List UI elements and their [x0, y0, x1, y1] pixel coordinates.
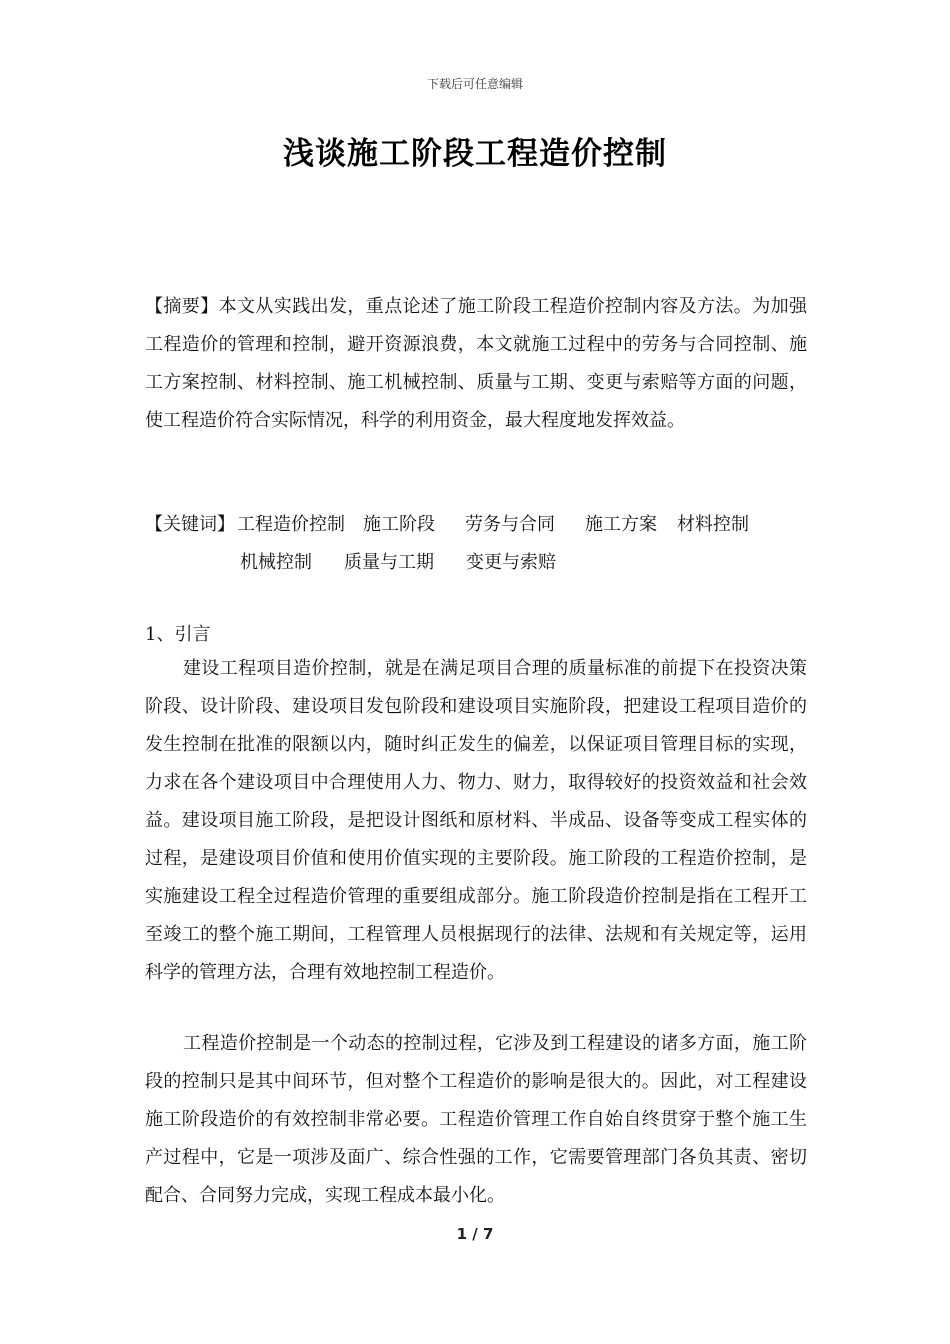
keyword-item: 机械控制: [240, 552, 312, 573]
body-paragraph: 工程造价控制是一个动态的控制过程，它涉及到工程建设的诸多方面，施工阶段的控制只是其中间环节，但对整个工程造价的影响是很大的。因此，对工程建设施工阶段造价的有效控制非常必要。工程造价管理工作自始自终贯穿于整个施工生产过程中，它是一项涉及面广、综合性强的工作，它需要管理部门各负其责、密切配合、合同努力完成，实现工程成本最小化。: [145, 1033, 807, 1206]
keyword-item: 施工方案: [585, 514, 657, 535]
keyword-item: 变更与索赔: [466, 552, 556, 573]
keywords-row-1: [145, 506, 749, 544]
keyword-item: 劳务与合同: [465, 514, 555, 535]
download-note: 下载后可任意编辑: [426, 77, 523, 91]
keyword-item: 质量与工期: [344, 552, 434, 573]
document-title: 浅谈施工阶段工程造价控制: [283, 136, 667, 172]
keyword-item: 施工阶段: [363, 514, 435, 535]
keyword-item: 材料控制: [677, 514, 749, 535]
abstract-paragraph: 【摘要】本文从实践出发，重点论述了施工阶段工程造价控制内容及方法。为加强工程造价的管理和控制，避开资源浪费，本文就施工过程中的劳务与合同控制、施工方案控制、材料控制、施工机械控制、质量与工期、变更与索赔等方面的问题，使工程造价符合实际情况，科学的利用资金，最大程度地发挥效益。: [145, 296, 807, 431]
keyword-item: 工程造价控制: [237, 514, 345, 535]
section-heading: 1、引言: [145, 624, 211, 645]
page-number: 1 / 7: [456, 1225, 494, 1243]
keywords-label: 【关键词】: [145, 514, 235, 535]
keywords-row-2: [240, 544, 556, 582]
body-paragraph: 建设工程项目造价控制，就是在满足项目合理的质量标准的前提下在投资决策阶段、设计阶段、建设项目发包阶段和建设项目实施阶段，把建设工程项目造价的发生控制在批准的限额以内，随时纠正发生的偏差，以保证项目管理目标的实现，力求在各个建设项目中合理使用人力、物力、财力，取得较好的投资效益和社会效益。建设项目施工阶段，是把设计图纸和原材料、半成品、设备等变成工程实体的过程，是建设项目价值和使用价值实现的主要阶段。施工阶段的工程造价控制，是实施建设工程全过程造价管理的重要组成部分。施工阶段造价控制是指在工程开工至竣工的整个施工期间，工程管理人员根据现行的法律、法规和有关规定等，运用科学的管理方法，合理有效地控制工程造价。: [145, 658, 807, 983]
